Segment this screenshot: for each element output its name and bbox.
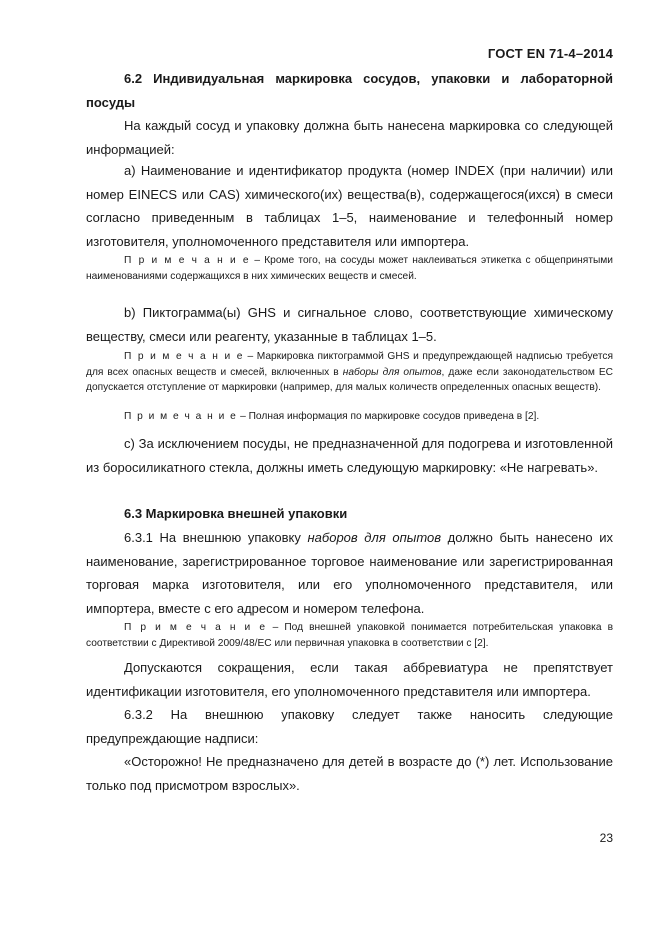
note-text: – Полная информация по маркировке сосудов приведена в [2].	[237, 411, 540, 422]
note-label: П р и м е ч а н и е	[124, 351, 244, 362]
item-b: b) Пиктограмма(ы) GHS и сигнальное слово, соответствующие химическому веществу, смеси или реагенту, указанные в таблицах 1–5.	[86, 305, 613, 344]
item-c: с) За исключением посуды, не предназначенной для подогрева и изготовленной из боросиликатного стекла, должны иметь следующую маркировку: «Не нагревать».	[86, 436, 613, 475]
paragraph-intro: На каждый сосуд и упаковку должна быть нанесена маркировка со следующей информацией:	[86, 118, 613, 157]
note-label: П р и м е ч а н и е	[124, 255, 251, 266]
section-6-3-heading: 6.3 Маркировка внешней упаковки	[124, 506, 348, 521]
note-4	[86, 620, 613, 651]
paragraph-6-3-2: 6.3.2 На внешнюю упаковку следует также наносить следующие предупреждающие надписи:	[86, 707, 613, 746]
paragraph-abbreviations: Допускаются сокращения, если такая аббревиатура не препятствует идентификации изготовителя, его уполномоченного представителя или импортера.	[86, 660, 613, 699]
note-label: П р и м е ч а н и е	[124, 622, 267, 633]
p631-end: должно быть нанесено их наименование, зарегистрированное торговое наименование или зарегистрированная торговая марка изготовителя, или его уполномоченного представителя, или импортера, вместе с его адресом и номером телефона.	[86, 530, 613, 616]
warning-quote: «Осторожно! Не предназначено для детей в возрасте до (*) лет. Использование только под присмотром взрослых».	[86, 754, 613, 793]
standard-header: ГОСТ EN 71-4–2014	[487, 46, 613, 61]
note-text-cont: , даже если законодательством ЕС допускается отступление от маркировки (например, для малых количеств определенных опасных веществ).	[86, 366, 613, 394]
section-6-2-heading: 6.2 Индивидуальная маркировка сосудов, упаковки и лабораторной посуды	[86, 71, 613, 110]
note-text: – Маркировка пиктограммой GHS и предупреждающей надписью требуется для всех опасных веществ и смесей, включенных в	[86, 351, 614, 378]
note-label: П р и м е ч а н и е	[124, 411, 238, 422]
paragraph-6-3-1	[86, 526, 613, 620]
note-text-emphasis: наборы для опытов	[342, 366, 442, 378]
note-text: – Кроме того, на сосуды может наклеиваться этикетка с общепринятыми наименованиями содержащихся в них химических веществ и смесей.	[86, 255, 613, 282]
note-3	[86, 409, 613, 425]
item-a: а) Наименование и идентификатор продукта (номер INDEX (при наличии) или номер EINECS или CAS) химического(их) вещества(в), содержащегося(ихся) в смеси согласно приведенным в таблицах 1–5, наименование и телефонный номер изготовителя, уполномоченного представителя или импортера.	[86, 163, 613, 249]
page-number: 23	[599, 831, 613, 845]
note-text: – Под внешней упаковкой понимается потребительская упаковка в соответствии с Директивой 2009/48/EC или первичная упаковка в соответствии с [2].	[86, 622, 613, 649]
note-2	[86, 349, 613, 396]
p631-start: 6.3.1 На внешнюю упаковку	[124, 530, 308, 545]
note-1	[86, 253, 613, 284]
p631-emphasis: наборов для опытов	[307, 530, 442, 545]
